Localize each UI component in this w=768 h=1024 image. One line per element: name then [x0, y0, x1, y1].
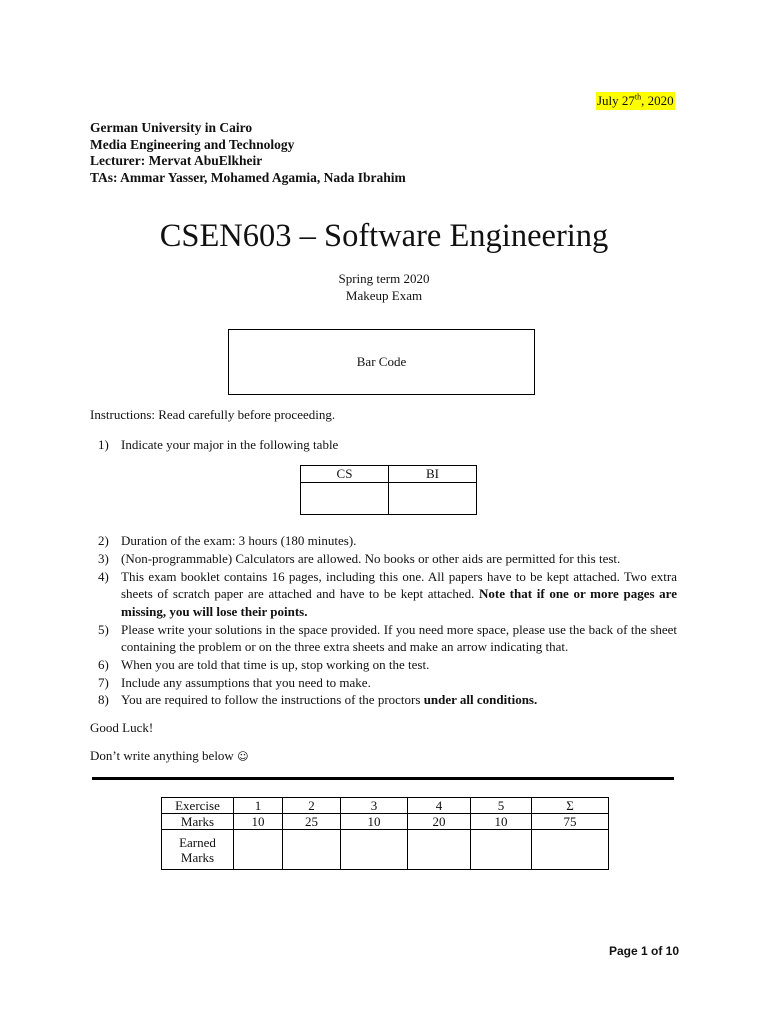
- marks-value: 10: [341, 814, 408, 830]
- page-number: Page 1 of 10: [609, 944, 680, 958]
- item-number: 2): [98, 533, 109, 548]
- major-header-cs: CS: [301, 466, 389, 483]
- good-luck: Good Luck!: [90, 720, 154, 735]
- smiley-icon: ☺: [237, 750, 249, 763]
- item-text: Include any assumptions that you need to make.: [121, 675, 371, 690]
- item-text: Indicate your major in the following table: [121, 437, 339, 452]
- item-text: Please write your solutions in the space provided. If you need more space, please use the back of the sheet containing the problem or on the three extra sheets and make an arrow indicating that.: [121, 622, 677, 655]
- earned-marks-label: Earned Marks: [162, 830, 234, 870]
- instructions-heading: Instructions: Read carefully before proceeding.: [90, 407, 336, 422]
- exam-subtitle: [0, 271, 768, 304]
- item-number: 5): [98, 622, 109, 637]
- item-number: 3): [98, 551, 109, 566]
- marks-value: 25: [283, 814, 341, 830]
- exam-type-label: Makeup Exam: [345, 287, 423, 303]
- item-text: Duration of the exam: 3 hours (180 minutes).: [121, 533, 357, 548]
- item-bold-text: under all conditions.: [423, 692, 538, 707]
- marks-header-cell: 4: [408, 798, 471, 814]
- marks-value: 20: [408, 814, 471, 830]
- item-bold-text: Note that if one or more pages are missing, you will lose their points.: [121, 586, 677, 619]
- major-cell-cs[interactable]: [301, 483, 389, 515]
- dont-write-note: Don’t write anything below ☺: [90, 748, 249, 763]
- item-text: This exam booklet contains 16 pages, including this one. All papers have to be kept attached. Two extra sheets of scratch paper are attached and have to be kept attached. Note that if one or more pages are missing, you will lose their points.: [121, 569, 677, 619]
- earned-marks-cell[interactable]: [234, 830, 283, 870]
- item-number: 1): [98, 437, 109, 452]
- marks-total-value: 75: [532, 814, 609, 830]
- major-cell-bi[interactable]: [389, 483, 477, 515]
- earned-marks-cell[interactable]: [283, 830, 341, 870]
- item-number: 4): [98, 569, 109, 584]
- course-title: CSEN603 – Software Engineering: [159, 218, 609, 254]
- marks-value: 10: [471, 814, 532, 830]
- marks-header-cell: 3: [341, 798, 408, 814]
- marks-value: 10: [234, 814, 283, 830]
- item-text: You are required to follow the instructions of the proctors under all conditions.: [121, 692, 538, 707]
- item-number: 6): [98, 657, 109, 672]
- marks-header-cell: 1: [234, 798, 283, 814]
- divider-line: [92, 777, 674, 780]
- exam-date: July 27th, 2020: [597, 92, 674, 108]
- department-name: Media Engineering and Technology: [90, 136, 295, 152]
- barcode-label: Bar Code: [356, 354, 407, 369]
- marks-header-total: Σ: [532, 798, 609, 814]
- header-block: [90, 120, 406, 186]
- tas-line: TAs: Ammar Yasser, Mohamed Agamia, Nada Ibrahim: [90, 169, 406, 185]
- university-name: German University in Cairo: [90, 120, 253, 135]
- earned-marks-cell[interactable]: [471, 830, 532, 870]
- marks-table: [161, 797, 609, 870]
- major-header-bi: BI: [389, 466, 477, 483]
- marks-header-label: Exercise: [162, 798, 234, 814]
- term-label: Spring term 2020: [338, 271, 430, 286]
- lecturer-line: Lecturer: Mervat AbuElkheir: [90, 153, 263, 169]
- item-text: When you are told that time is up, stop working on the test.: [121, 657, 430, 672]
- earned-marks-cell[interactable]: [341, 830, 408, 870]
- item-number: 8): [98, 692, 109, 707]
- item-number: 7): [98, 675, 109, 690]
- barcode-box: [228, 329, 535, 395]
- marks-header-cell: 2: [283, 798, 341, 814]
- marks-header-cell: 5: [471, 798, 532, 814]
- item-text: (Non-programmable) Calculators are allowed. No books or other aids are permitted for this test.: [121, 551, 621, 566]
- marks-row-label: Marks: [162, 814, 234, 830]
- major-table: [300, 465, 477, 515]
- earned-marks-total-cell[interactable]: [532, 830, 609, 870]
- earned-marks-cell[interactable]: [408, 830, 471, 870]
